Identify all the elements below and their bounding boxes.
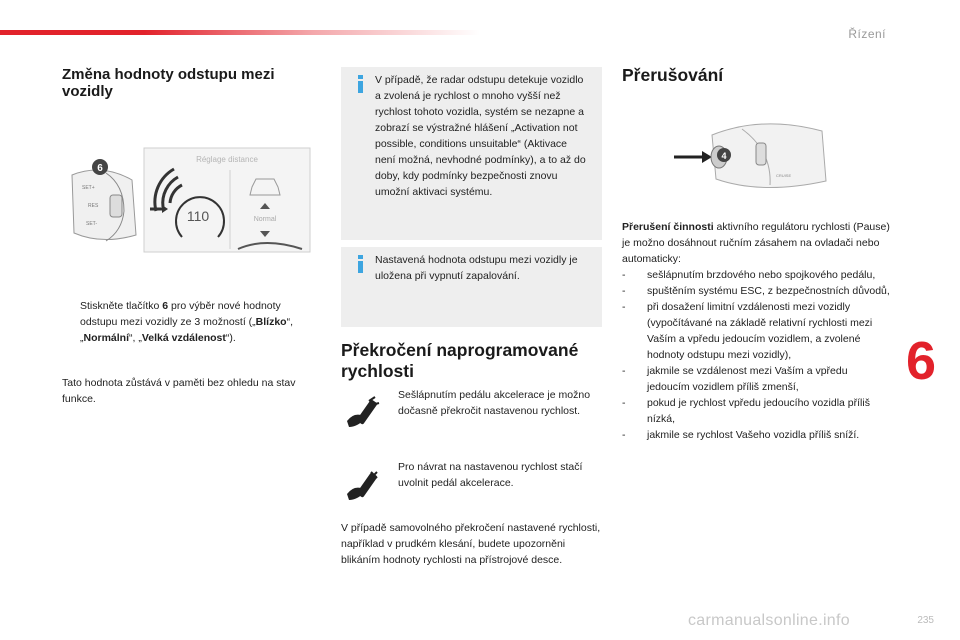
badge-4-label: 4 xyxy=(721,151,727,161)
pause-intro-bold: Přerušení činnosti xyxy=(622,221,714,233)
overspeed-heading: Překročení naprogramované rychlosti xyxy=(341,340,579,381)
overspeed-paragraph: V případě samovolného překročení nastavené rychlosti, například v prudkém klesání, budete upozorněni blikáním hodnoty rychlosti na přístrojové desce. xyxy=(341,522,601,566)
pause-paragraph xyxy=(622,219,892,443)
memory-note: Tato hodnota zůstává v paměti bez ohledu na stav funkce. xyxy=(62,377,296,405)
screen-title: Réglage distance xyxy=(196,155,258,164)
pause-heading: Přerušování xyxy=(622,65,724,85)
distance-setting-illustration xyxy=(62,145,312,253)
step-instruction: Stiskněte tlačítko 6 pro výběr nové hodnoty odstupu mezi vozidly ze 3 možností („Blízko“, „Normální“, „Velká vzdálenost“). xyxy=(80,300,293,344)
stalk-label: SET+ xyxy=(82,185,95,191)
accelerator-release-icon xyxy=(345,468,381,504)
pedal-text-release: Pro návrat na nastavenou rychlost stačí uvolnit pedál akcelerace. xyxy=(398,461,583,489)
chapter-number: 6 xyxy=(906,331,937,391)
watermark: carmanualsonline.info xyxy=(688,612,850,629)
info-icon xyxy=(355,75,367,93)
list-item: - jakmile se vzdálenost mezi Vaším a vpředu jedoucím vozidlem příliš zmenší, xyxy=(622,365,848,393)
cruise-label: CRUISE xyxy=(776,173,792,178)
info-text-memory: Nastavená hodnota odstupu mezi vozidly je uložena při vypnutí zapalování. xyxy=(375,254,578,282)
pause-intro: aktivního regulátoru rychlosti (Pause) je možno dosáhnout ručním zásahem na ovladači nebo automaticky: xyxy=(622,221,890,265)
page-number: 235 xyxy=(917,615,934,626)
section-title: Řízení xyxy=(848,27,886,41)
stalk-label: SET- xyxy=(86,221,98,227)
list-item: - jakmile se rychlost Vašeho vozidla příliš sníží. xyxy=(622,429,860,441)
pause-control-illustration xyxy=(672,115,832,195)
setting-label: Normal xyxy=(253,216,277,223)
stalk-label: RES xyxy=(88,203,99,209)
info-icon xyxy=(355,255,367,273)
pedal-text-press: Sešlápnutím pedálu akcelerace je možno dočasně překročit nastavenou rychlost. xyxy=(398,389,591,417)
list-item: - při dosažení limitní vzdálenosti mezi vozidly (vypočítávané na základě relativní rychlosti mezi Vaším a vpředu jedoucím vozidlem, a zvolené hodnoty odstupu mezi vozidly), xyxy=(622,301,873,361)
info-text-radar: V případě, že radar odstupu detekuje vozidlo a zvolená je rychlost o mnoho vyšší než rychlost tohoto vozidla, systém se nezapne a zobrazí se výstražné hlášení „Activation not possible, conditions unsuitable“ (Aktivace není možná, nevhodné podmínky), a to až do doby, kdy podmínky bezpečnosti znovu umožní aktivaci systému. xyxy=(375,74,586,198)
info-box-radar xyxy=(341,67,602,240)
speed-value: 110 xyxy=(186,208,210,224)
list-item: - pokud je rychlost vpředu jedoucího vozidla příliš nízká, xyxy=(622,397,870,425)
accelerator-press-icon xyxy=(345,395,381,431)
badge-6-label: 6 xyxy=(97,163,103,174)
distance-heading: Změna hodnoty odstupu mezi vozidly xyxy=(62,66,275,100)
list-item: - spuštěním systému ESC, z bezpečnostních důvodů, xyxy=(622,285,890,297)
pause-conditions-list xyxy=(622,267,892,443)
list-item: - sešlápnutím brzdového nebo spojkového pedálu, xyxy=(622,269,876,281)
top-accent-bar xyxy=(0,30,480,35)
info-box-memory xyxy=(341,247,602,327)
